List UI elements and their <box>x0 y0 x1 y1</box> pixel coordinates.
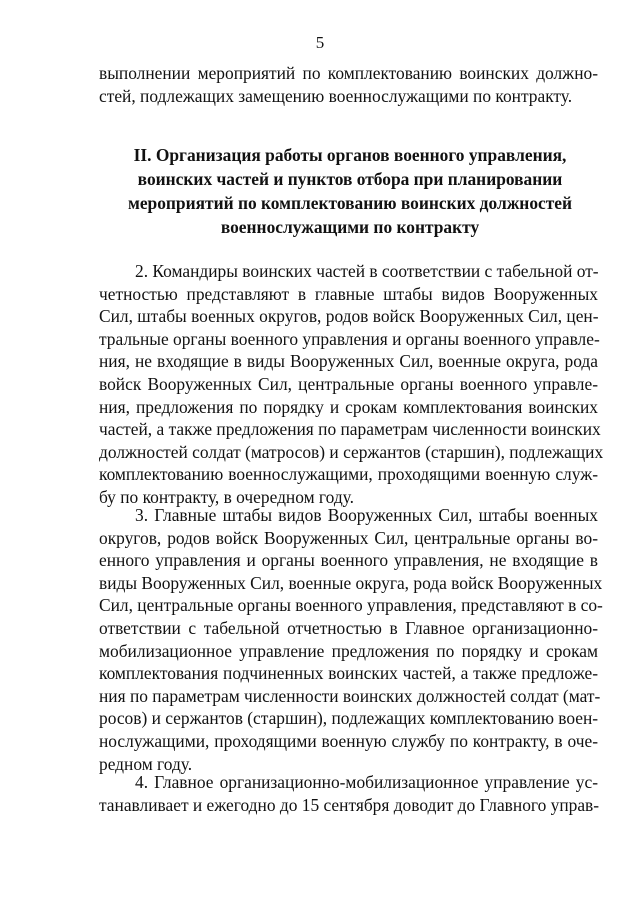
text-line: 3. Главные штабы видов Вооруженных Сил, штабы военных <box>135 505 598 525</box>
text-line: Сил, штабы военных округов, родов войск Вооруженных Сил, цен- <box>99 306 599 327</box>
text-line: выполнении мероприятий по комплектованию воинских должно- <box>99 63 598 83</box>
heading-line: военнослужащими по контракту <box>220 217 480 237</box>
text-line: четностью представляют в главные штабы видов Вооруженных <box>99 283 598 304</box>
text-line: должностей солдат (матросов) и сержантов (старшин), подлежащих <box>99 441 604 462</box>
text-line: 2. Командиры воинских частей в соответствии с табельной от- <box>135 261 599 281</box>
intro-paragraph <box>99 62 598 107</box>
text-line: нослужащими, проходящими военную службу по контракту, в оче- <box>99 730 598 751</box>
text-line: мобилизационное управление предложения по порядку и срокам <box>99 640 598 661</box>
section-heading <box>90 143 610 239</box>
paragraph-4 <box>99 771 598 816</box>
text-line: Сил, центральные органы военного управления, представляют в со- <box>99 595 603 616</box>
text-line: ответствии с табельной отчетностью в Главное организационно- <box>99 617 598 638</box>
text-line: ния, не входящие в виды Вооруженных Сил, военные округа, рода <box>99 351 598 372</box>
text-line: округов, родов войск Вооруженных Сил, центральные органы во- <box>99 527 598 548</box>
text-line: редном году. <box>99 753 193 774</box>
page-number: 5 <box>315 33 325 52</box>
text-line: войск Вооруженных Сил, центральные органы военного управле- <box>99 373 598 394</box>
text-line: 4. Главное организационно-мобилизационное управление ус- <box>135 772 598 792</box>
text-line: енного управления и органы военного управления, не входящие в <box>99 550 598 571</box>
text-line: танавливает и ежегодно до 15 сентября доводит до Главного управ- <box>99 794 600 815</box>
text-line: стей, подлежащих замещению военнослужащими по контракту. <box>99 85 573 106</box>
text-line: комплектования подчиненных воинских частей, а также предложе- <box>99 663 598 684</box>
text-line: частей, а также предложения по параметрам численности воинских <box>99 419 601 440</box>
text-line: ния, предложения по порядку и срокам комплектования воинских <box>99 396 598 417</box>
text-line: тральные органы военного управления и органы военного управле- <box>99 328 600 349</box>
paragraph-3 <box>99 504 603 775</box>
paragraph-2 <box>99 260 604 509</box>
text-line: бу по контракту, в очередном году. <box>99 486 354 507</box>
heading-line: воинских частей и пунктов отбора при планировании <box>137 169 563 189</box>
text-line: комплектованию военнослужащими, проходящими военную служ- <box>99 464 598 485</box>
heading-line: мероприятий по комплектованию воинских должностей <box>127 193 573 213</box>
heading-line: II. Организация работы органов военного управления, <box>133 145 567 165</box>
text-line: виды Вооруженных Сил, военные округа, рода войск Вооруженных <box>99 572 603 593</box>
text-line: ния по параметрам численности воинских должностей солдат (мат- <box>99 685 601 706</box>
text-line: росов) и сержантов (старшин), подлежащих комплектованию воен- <box>99 708 599 729</box>
